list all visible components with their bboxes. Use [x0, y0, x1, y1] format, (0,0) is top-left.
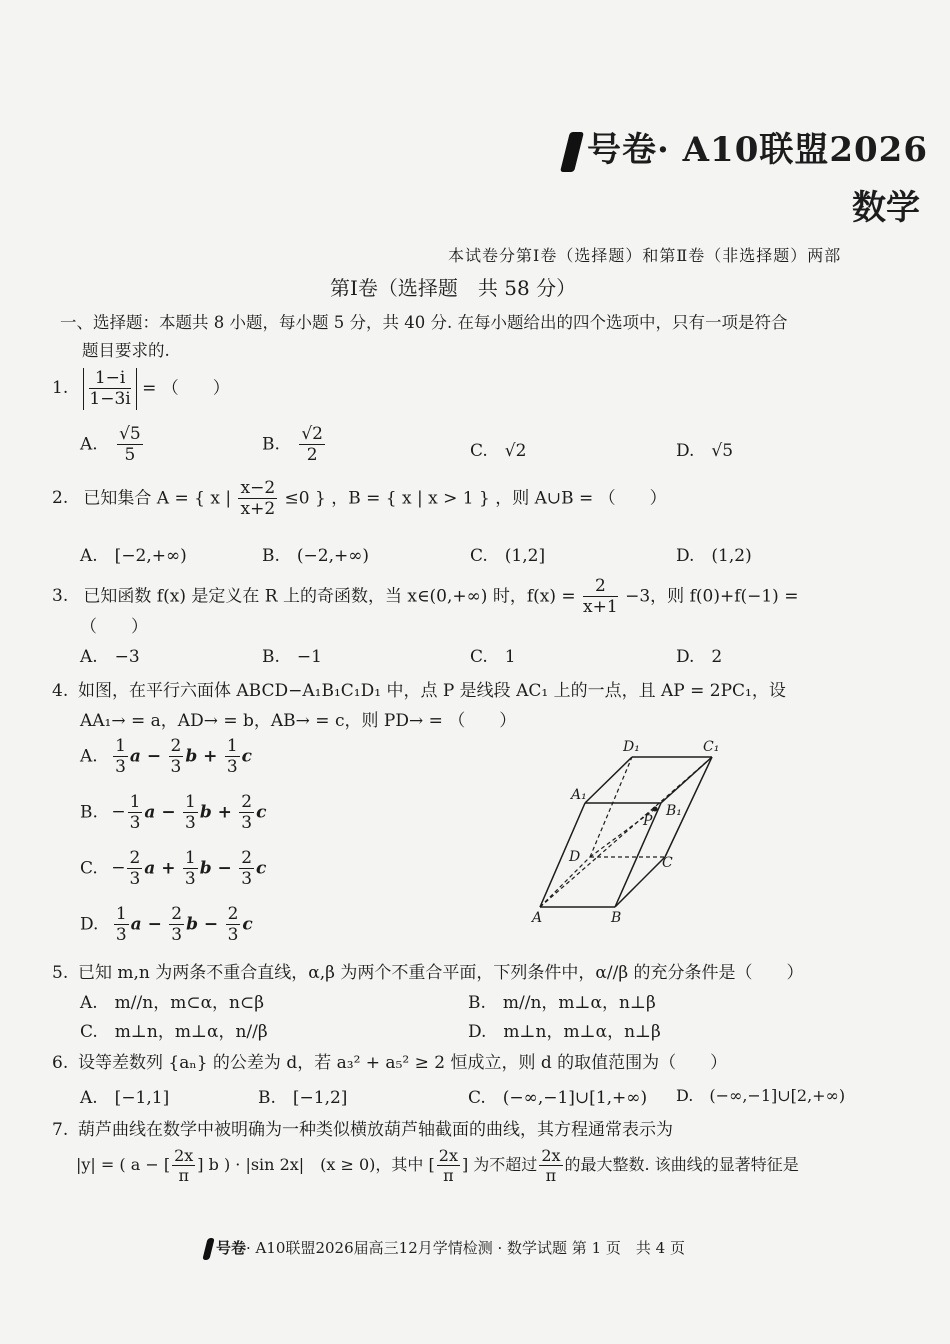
q4-option-c[interactable]: C. − $\frac{2}{3}$ a + $\frac{1}{3}$ b − $\frac{2}{3}$ c [80, 848, 267, 890]
label-p: P [643, 813, 653, 829]
q2-option-b[interactable]: B. (−2,+∞) [262, 546, 370, 566]
parallelepiped-figure [525, 735, 735, 925]
q6-option-c[interactable]: C. (−∞,−1]∪[1,+∞) [468, 1088, 648, 1108]
q1-option-b[interactable]: B. $\frac{√2}{2}$ [262, 424, 323, 466]
q5-option-b[interactable]: B. m//n，m⊥α，n⊥β [468, 993, 656, 1013]
question-7: 7. 葫芦曲线在数学中被明确为一种类似横放葫芦轴截面的曲线，其方程通常表示为 [52, 1120, 673, 1140]
subject-title: 数学 [852, 188, 920, 228]
edge-bc [615, 857, 665, 907]
q2-option-c[interactable]: C. (1,2] [470, 546, 546, 566]
q3-option-c[interactable]: C. 1 [470, 647, 516, 667]
edge-ad [540, 857, 590, 907]
q4-option-a[interactable]: A. $\frac{1}{3}$ a − $\frac{2}{3}$ b + $\frac{1}{3}$ c [80, 736, 252, 778]
question-1: 1. $\frac{1-i}{1-3i}$ = （ ） [52, 368, 230, 410]
q2-option-a[interactable]: A. [−2,+∞) [80, 546, 187, 566]
label-c: C [662, 855, 673, 871]
q3-option-a[interactable]: A. −3 [80, 647, 140, 667]
footer-logo-icon [202, 1238, 214, 1260]
edge-dd1 [590, 757, 632, 857]
q1-option-c[interactable]: C. √2 [470, 441, 527, 461]
label-b: B [611, 910, 622, 925]
question-6: 6. 设等差数列 {aₙ} 的公差为 d，若 a₃² + a₅² ≥ 2 恒成立，则 d 的取值范围为（ ） [52, 1053, 728, 1073]
question-4: 4. 如图，在平行六面体 ABCD−A₁B₁C₁D₁ 中，点 P 是线段 AC₁ 上的一点，且 AP = 2PC₁，设 [52, 681, 786, 701]
q1-fraction: $\frac{1-i}{1-3i}$ [89, 368, 131, 410]
brand-name: 号卷 [587, 130, 657, 170]
logo-brush-icon [560, 132, 584, 172]
q1-option-a[interactable]: A. $\frac{√5}{5}$ [80, 424, 141, 466]
label-d1: D₁ [623, 739, 640, 755]
q4-option-b[interactable]: B. − $\frac{1}{3}$ a − $\frac{1}{3}$ b + $\frac{2}{3}$ c [80, 792, 267, 834]
q5-option-a[interactable]: A. m//n，m⊂α，n⊂β [80, 993, 265, 1013]
q3-option-b[interactable]: B. −1 [262, 647, 322, 667]
q2-option-d[interactable]: D. (1,2) [676, 546, 752, 566]
question-5: 5. 已知 m,n 为两条不重合直线，α,β 为两个不重合平面，下列条件中，α//β 的充分条件是（ ） [52, 963, 804, 983]
q6-option-a[interactable]: A. [−1,1] [80, 1088, 170, 1108]
question-4-line2: AA₁→ = a，AD→ = b，AB→ = c，则 PD→ = （ ） [80, 711, 517, 731]
part-title: 第Ⅰ卷（选择题 共 58 分） [330, 276, 577, 300]
header-title [565, 122, 928, 172]
page-footer: 号卷· A10联盟2026届高三12月学情检测 · 数学试题 第 1 页 共 4 页 [205, 1237, 685, 1260]
label-b1: B₁ [666, 803, 682, 819]
edge-bb1 [615, 803, 661, 907]
question-7-formula: |y| = ( a − [ $\frac{2x}{\pi}$ ] b ) · |sin 2x| (x ≥ 0)，其中 [ $\frac{2x}{\pi}$ ] 为不超过 $\frac{2x}{\pi}$ 的最大整数. 该曲线的显著特征是 [76, 1146, 799, 1186]
section-heading-cont: 题目要求的. [82, 341, 170, 360]
q6-option-b[interactable]: B. [−1,2] [258, 1088, 348, 1108]
intro-text: 本试卷分第Ⅰ卷（选择题）和第Ⅱ卷（非选择题）两部 [448, 246, 842, 265]
edge-a1d1 [585, 757, 632, 803]
label-c1: C₁ [703, 739, 720, 755]
abs-bars [83, 368, 136, 410]
question-2: 2. 已知集合 A = { x | $\frac{x-2}{x+2}$ ≤0 } ，B = { x | x > 1 } ，则 A∪B = （ ） [52, 478, 667, 520]
q5-option-c[interactable]: C. m⊥n，m⊥α，n//β [80, 1022, 268, 1042]
q4-option-d[interactable]: D. $\frac{1}{3}$ a − $\frac{2}{3}$ b − $\frac{2}{3}$ c [80, 904, 253, 946]
question-3-paren: （ ） [80, 617, 148, 637]
question-3: 3. 已知函数 f(x) 是定义在 R 上的奇函数，当 x∈(0,+∞) 时，f(x) = $\frac{2}{x+1}$ −3，则 f(0)+f(−1) = [52, 576, 799, 618]
q6-option-d[interactable]: D. (−∞,−1]∪[2,+∞) [676, 1086, 846, 1105]
q1-option-d[interactable]: D. √5 [676, 441, 734, 461]
title-rest: · A10联盟2026 [657, 130, 928, 170]
label-a: A [532, 910, 543, 925]
q3-option-d[interactable]: D. 2 [676, 647, 723, 667]
point-p [653, 807, 658, 812]
label-d: D [569, 849, 581, 865]
label-a1: A₁ [571, 787, 587, 803]
q5-option-d[interactable]: D. m⊥n，m⊥α，n⊥β [468, 1022, 661, 1042]
section-heading: 一、选择题：本题共 8 小题，每小题 5 分，共 40 分. 在每小题给出的四个选项中，只有一项是符合 [60, 313, 788, 332]
